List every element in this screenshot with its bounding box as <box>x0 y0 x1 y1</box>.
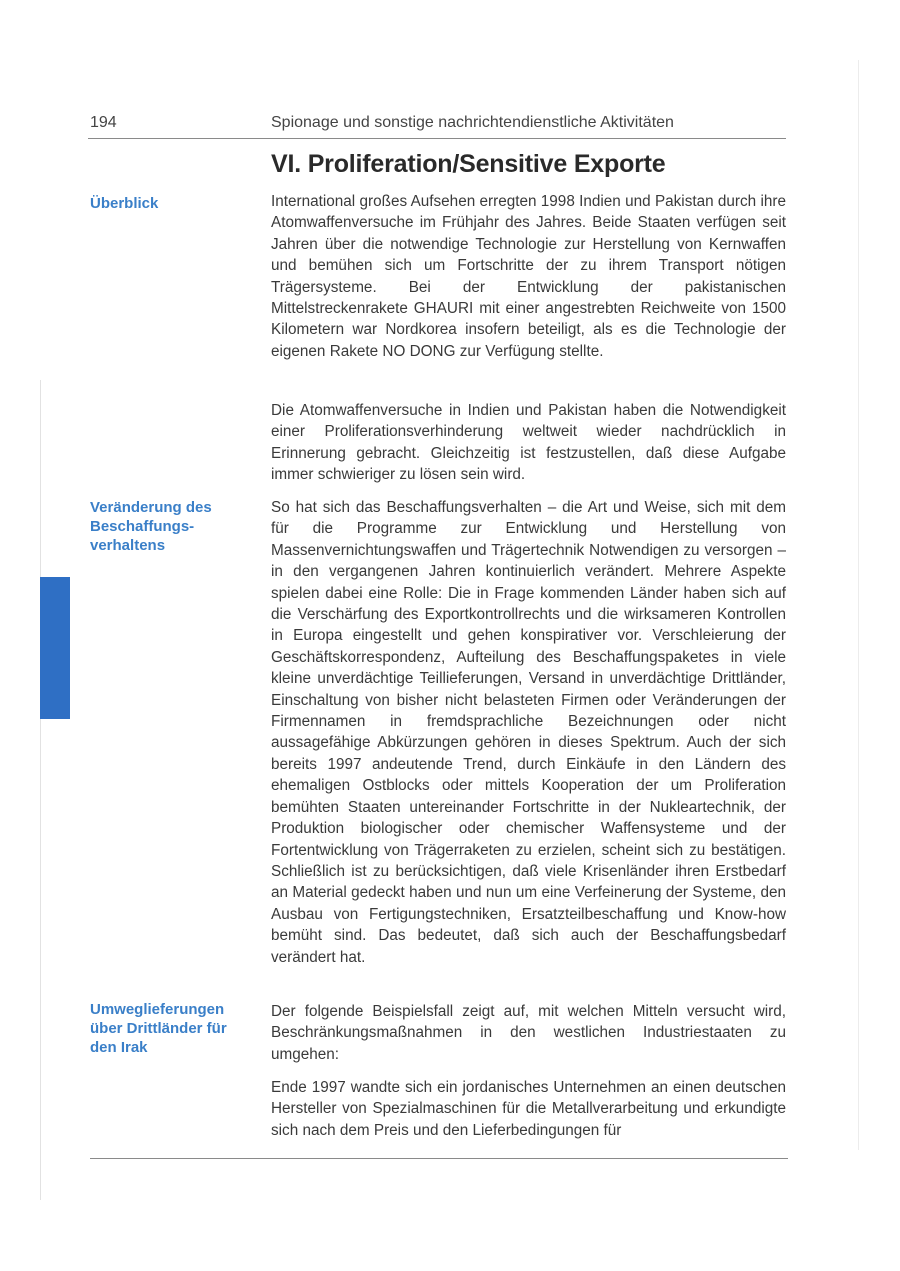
margin-note-iraq-reroute: Umweglieferungen über Drittländer für den Irak <box>90 1001 227 1056</box>
paragraph-intro: International großes Aufsehen erregten 1998 Indien und Pakistan durch ihre Atomwaffenversuche im Frühjahr des Jahres. Beide Staaten verfügen seit Jahren über die notwendige Technologie zur Herstellung von Kernwaffen und bemühen sich um Fortschritte der zu ihrem Transport nötigen Trägersysteme. Bei der Entwicklung der pakistanischen Mittelstreckenrakete GHAURI mit einer angestrebten Reichweite von 1500 Kilometern war Nordkorea insofern beteiligt, als es die Technologie der eigenen Rakete NO DONG zur Verfügung stellte. <box>271 193 786 360</box>
page-number: 194 <box>90 114 117 131</box>
margin-note-overview: Überblick <box>90 195 159 212</box>
margin-note-procurement-change: Veränderung des Beschaffungs-verhaltens <box>90 499 212 554</box>
footer-rule <box>90 1158 788 1159</box>
paragraph-procurement: So hat sich das Beschaffungsverhalten – die Art und Weise, sich mit dem für die Programme zur Entwicklung und Herstellung von Massenvernichtungswaffen und Trägertechnik Notwendigen zu versorgen – in den vergangenen Jahren kontinuierlich verändert. Mehrere Aspekte spielen dabei eine Rolle: Die in Frage kommenden Länder haben sich auf die Verschärfung des Exportkontrollrechts und die wirksameren Kontrollen in Europa eingestellt und gehen konspirativer vor. Verschleierung der Geschäftskorrespondenz, Aufteilung des Beschaffungspaketes in viele kleine unverdächtige Teillieferungen, Versand in unverdächtige Drittländer, Einschaltung von bisher nicht belasteten Firmen oder Veränderungen der Firmennamen in fremdsprachliche Bezeichnungen oder nicht aussagefähige Abkürzungen gehören in dieses Spektrum. Auch der sich bereits 1997 andeutende Trend, durch Einkäufe in den Ländern des ehemaligen Ostblocks oder mittels Kooperation der um Proliferation bemühten Staaten untereinander Fortschritte in der Nukleartechnik, der Produktion biologischer oder chemischer Waffensysteme und der Fortentwicklung von Trägerraketen zu erzielen, scheint sich zu bestätigen. Schließlich ist zu berücksichtigen, daß viele Krisenländer ihren Erstbedarf an Material gedeckt haben und nun um eine Verfeinerung der Systeme, den Ausbau von Fertigungstechniken, Ersatzteilbeschaffung und Know-how bemüht sind. Das bedeutet, daß sich auch der Beschaffungsbedarf verändert hat. <box>271 499 786 966</box>
chapter-tab-marker <box>40 577 70 719</box>
paragraph-tests: Die Atomwaffenversuche in Indien und Pakistan haben die Notwendigkeit einer Proliferationsverhinderung weltweit wieder nachdrücklich in Erinnerung gebracht. Gleichzeitig ist festzustellen, daß diese Aufgabe immer schwieriger zu lösen sein wird. <box>271 402 786 484</box>
paragraph-example: Ende 1997 wandte sich ein jordanisches Unternehmen an einen deutschen Hersteller von Spezialmaschinen für die Metallverarbeitung und erkundigte sich nach dem Preis und den Lieferbedingungen für <box>271 1079 786 1139</box>
paragraph-example-intro: Der folgende Beispielsfall zeigt auf, mit welchen Mitteln versucht wird, Beschränkungsmaßnahmen in den westlichen Industriestaaten zu umgehen: <box>271 1003 786 1063</box>
header-rule <box>88 138 786 139</box>
section-title: VI. Proliferation/Sensitive Exporte <box>271 150 666 178</box>
running-head: Spionage und sonstige nachrichtendienstliche Aktivitäten <box>271 114 674 131</box>
page-edge-right <box>858 60 859 1150</box>
page-edge-left <box>40 380 41 1200</box>
